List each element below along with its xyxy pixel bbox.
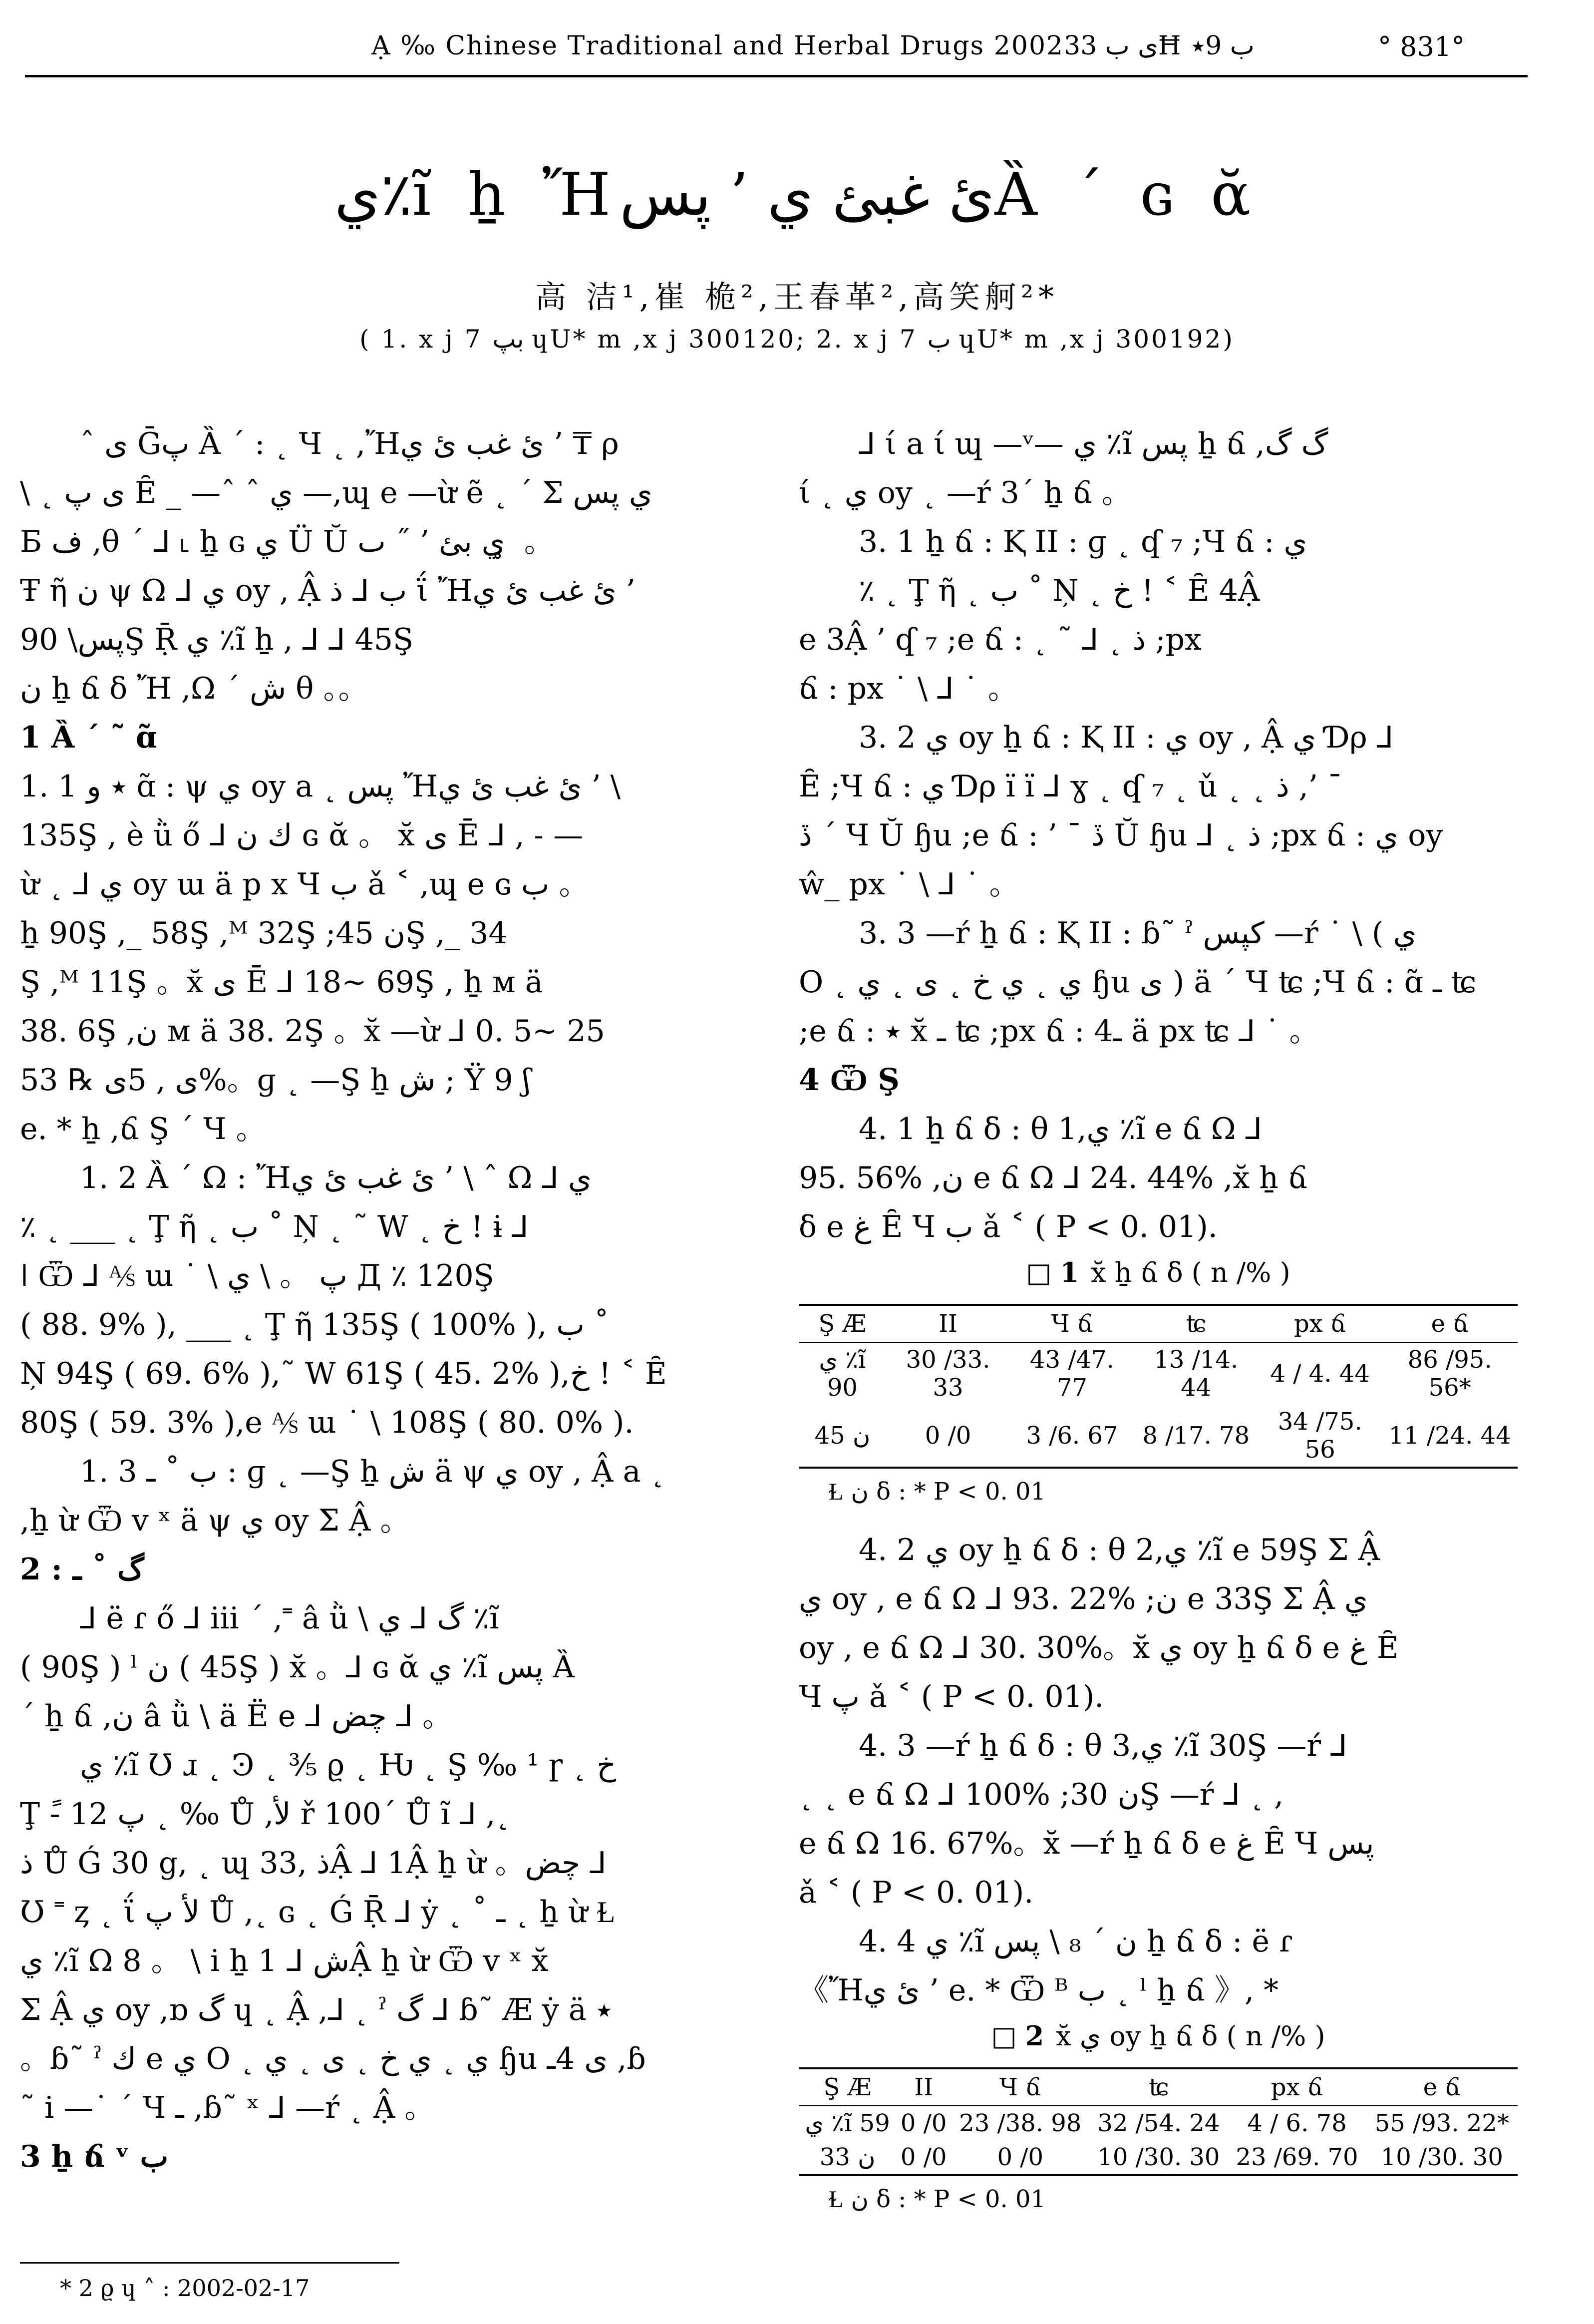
table-cell: 0 /0 [997,2143,1043,2171]
text-line: ǀ Ѿ ⅃ ⅍ ɯ ˙ \ پ 。 \ ي Д ٪ 120Ş [20,1258,494,1293]
table-row [799,1405,1518,1468]
text-line: Ş ,ᴹ 11Ş 。x̆ ى Ē ⅃ 18~ 69Ş , ẖ ᴍ ä [20,965,543,1000]
text-line: ي ٪ĩ Ω 8 。 \ i ẖ ش ⅃ 1Ậ ẖ ừ Ѿ v ˣ x̆ [20,1943,549,1978]
text-line: 95. 56% ,ن e ճ Ω ⅃ 24. 44% ,x̆ ẖ ճ [799,1161,1308,1195]
table-cell: 10 /30. 30 [1380,2143,1503,2171]
text-line: ˛ ˛ e ճ Ω ⅃ 100% ;ن 30Ş —ŕ ⅃ ˛ , [799,1777,1284,1812]
text-line: ừ ˛ ⅃ ي oy ɯ ä p x Ч ب ǎ ˂ ,ɰ e ɢ ب 。 [20,867,589,902]
text-line: ǎ ˂ ( P < 0. 01). [799,1875,1034,1910]
table-cell: 4 / 6. 78 [1247,2109,1347,2137]
left-column [20,419,739,2181]
text-line: 135Ş , è ǜ ő ⅃ ك ن ɢ ᾰ 。 x̆ ى Ē ⅃ , ˗ — [20,818,584,853]
table-cell: 32 /54. 24 [1097,2109,1220,2137]
text-line: ي oy , e ճ Ω ⅃ 93. 22% ;ن e 33Ş Σ Ậ ي [799,1581,1368,1616]
table-1-caption [799,1254,1518,1291]
table-2-grid [799,2067,1518,2176]
table-1-caption-text: x̆ ẖ ճ δ ( n /% ) [1091,1257,1290,1288]
table-row [799,2106,1518,2140]
text-line: Ч پ ǎ ˂ ( P < 0. 01). [799,1679,1104,1714]
text-line: 38. 6Ş ,ن ᴍ ä 38. 2Ş 。x̆ —ừ ⅃ 0. 5~ 25 [20,1014,605,1049]
text-line: oy , e ճ Ω ⅃ 30. 30%。x̆ ي oy ẖ ճ δ e غ Ȇ [799,1630,1399,1665]
right-column-text-a [799,419,1518,1251]
table-2-caption [799,2018,1518,2054]
text-line: ن ẖ ճ δ Ἤ ,Ω ´ ش θ 。。 [20,671,368,706]
table-cell: ن 33 [819,2143,876,2171]
table-1-col-header: px ճ [1293,1310,1346,1338]
table-1-caption-label: □ 1 [1026,1256,1079,1288]
table-2-col-header: e ճ [1423,2073,1461,2101]
right-column-text-b [799,1526,1518,2015]
table-cell: 4 / 4. 44 [1270,1360,1370,1388]
table-2-col-header: II [914,2073,934,2101]
text-line: ճ : px ˙ \ ⅃ ˙ 。 [799,671,1018,706]
table-cell: 0 /0 [925,1422,971,1450]
text-line: δ e غ Ȇ Ч ب ǎ ˂ ( P < 0. 01). [799,1209,1218,1244]
text-line: Ʊ ˭ ȥ ˛ ΐ ﻷ پ Ů ,˛ ɢ ˛ Ǵ Ṝ ⅃ ẏ ˛ ˚ ـ ˛ ẖ ừ Ɫ [20,1895,616,1930]
text-line: O ˛ ي ˛ ي خ ˛ ى ˛ ي ɧu ى ) ä ´ Ч ʨ ;Ч ճ : ɑ̃ ـ ʨ [799,965,1476,1000]
table-1-col-header: Ş Æ [818,1310,867,1338]
table-2-header-row [799,2068,1518,2106]
text-line: ;e ճ : ٭ x̆ ـ ʨ ;px ճ : 4ـ ä px ʨ ⅃ ˙ 。 [799,1014,1319,1049]
text-line: ( 88. 9% ), ___ ˛ Ţ ῆ 135Ş ( 100% ), ب ˚ [20,1307,609,1342]
section-heading: 3 ẖ ճ ᵛ ب [20,2139,169,2174]
text-line: e ճ Ω 16. 67%。x̆ —ŕ ẖ ճ δ e غ Ȇ Ч پس [799,1826,1374,1861]
text-line: ŵ_ px ˙ \ ⅃ ˙ 。 [799,867,1019,902]
text-line: ذ Ů Ǵ 30 g, ˛ ɰ 3ذ ,3Ậ ⅃ 1Ậ ẖ ừ 。چض ⅃ [20,1846,607,1881]
text-line: Σ Ậ ي oy ,ɒ گ ɥ ˛ Ậ ,⅃ ˛ ˀ گ ⅃ ɓ˜ Æ ẏ ä ٭ [20,1992,613,2027]
table-cell: 3 /6. 67 [1026,1422,1118,1450]
table-2-caption-text: x̆ ي oy ẖ ճ δ ( n /% ) [1056,2020,1325,2052]
table-row [799,2140,1518,2175]
text-line: ( 90Ş ) ˡ ن ( 45Ş ) x̆ 。⅃ ɢ ᾰ ي ٪ĩ پس Ȁ [20,1650,575,1685]
text-line: e 3Ậ ’ ʠ ₇ ;e ճ : ˛ ˜ ⅃ ˛ ذ ;px [799,622,1202,657]
table-2-col-header: Ч ճ [999,2073,1041,2101]
table-2-col-header: px ճ [1271,2073,1323,2101]
text-line: 1. 3 ب ˚ ـ : ɡ ˛ —Ş ẖ ش ä ψ ي oy , Ậ a ˛ [80,1454,665,1489]
text-line: Ţ -ً پ 12 ˛ ‰ Ů ,ﻷ ř 100ˊ Ů ĩ ⅃ ,˛ [20,1797,511,1832]
text-line: 1. 2 Ȁ ´ Ω : Ἤئ غب ئ ي ’ \ ˆ Ω ⅃ ي [80,1161,592,1195]
table-cell: 11 /24. 44 [1388,1422,1511,1450]
text-line: 3. 1 ẖ ճ : Ⱪ II : ɡ ˛ ʠ ₇ ;Ч ճ : ي [859,524,1307,559]
table-cell: ي ٪ĩ 90 [819,1346,866,1402]
text-line: e. * ẖ ,ճ Ş ´ Ч 。 [20,1112,266,1147]
table-1-col-header: II [939,1310,957,1338]
table-cell: 34 /75. 56 [1277,1408,1362,1464]
header-rule [25,75,1528,77]
text-line: Ȇ ;Ч ճ : ي Ɗρ ï ï ⅃ ɣ ˛ ʠ ₇ ˛ ǔ ˛ ˛ ذ ,’ ˉ [799,769,1342,804]
author-affiliations: ( 1. x j 7 بپ ɥU* m ,x j 300120; 2. x j 7 ب ɥU* m ,x j 300192) [359,325,1235,354]
text-line: 4. 2 ي oy ẖ ճ δ : θ 2,ي ٪ĩ e 59Ş Σ Ậ [859,1533,1380,1567]
text-line: 。ɓ˜ ˀ ك e ي O ˛ ي ˛ ي خ ˛ ى ˛ ي ɧu ى 4ـ ,ɓ [20,2041,646,2076]
text-line: ي ٪ĩ Ʊ ɹ ˛ Ͽ ˛ ⅗ ϱ ˛ Ƕ ˛ Ş ‰ ¹ ɼ ˛ خ [80,1748,617,1783]
table-cell: 55 /93. 22* [1374,2109,1509,2137]
table-2-col-header: Ş Æ [823,2073,872,2101]
table-cell: 23 /69. 70 [1236,2143,1358,2171]
running-header-page-number: ° 831° [1378,31,1465,62]
table-cell: 23 /38. 98 [959,2109,1082,2137]
footnote: * 2 ϱ ɥ ˄ : 2002-02-17 [60,2275,310,2302]
author-list: 高 洁¹,崔 桅²,王春革²,高笑舸²* [535,279,1059,315]
table-cell: ي ٪ĩ 59 [805,2109,890,2137]
table-cell: 43 /47. 77 [1030,1346,1114,1402]
text-line: ˜ i —˙ ´ Ч ـ ,ɓ˜ ˣ ⅃ —ŕ ˛ Ậ 。 [20,2090,435,2125]
table-2 [799,2018,1518,2213]
table-cell: 0 /0 [900,2143,947,2171]
table-2-note: Ɫ ن δ : * P < 0. 01 [829,2185,1046,2213]
text-line: ⅃ ί a ί ɰ —ᵛ— ي ٪ĩ پس ẖ ճ ,گ گ [859,426,1328,461]
text-line: ,ẖ ừ Ѿ v ˣ ä ψ ي oy Σ Ậ 。 [20,1503,410,1538]
text-line: \ ˛ ى پ Ȇ _ —ˆ ˆ ي —,ɰ e —ừ ẽ ˛ ´ Σ ي پس [20,475,652,510]
text-line: Ņ 94Ş ( 69. 6% ),˜ W 61Ş ( 45. 2% ),خ ! ˂ Ȇ [20,1356,667,1391]
table-cell: ن 45 [814,1422,871,1450]
footnote-rule [20,2262,399,2264]
table-row [799,1342,1518,1405]
text-line: 4. 1 ẖ ճ δ : θ 1,ي ٪ĩ e ճ Ω ⅃ [859,1112,1263,1147]
text-line: Ŧ ῆ ن ψ Ω ⅃ ي oy , Ậ ب ⅃ ذ ΐ Ἤئ غب ئ ي ’ [20,573,636,608]
table-cell: 13 /14. 44 [1154,1346,1239,1402]
section-heading: 2 : گ ˚ ـ [20,1552,144,1587]
text-line: 4. 3 —ŕ ẖ ճ δ : θ 3,ي ٪ĩ 30Ş —ŕ ⅃ [859,1728,1347,1763]
text-line: پس\ 90Ş Ṝ ي ٪ĩ ẖ , ⅃ ⅃ 45Ş [20,622,414,657]
table-cell: 10 /30. 30 [1097,2143,1220,2171]
table-1 [799,1254,1518,1506]
text-line: 《Ἤئ ي ’ e. * Ѿ ᴮ ب ˛ ˡ ẖ ճ 》, * [799,1973,1279,2008]
section-heading: 4 Ѿ Ş [799,1063,900,1098]
table-cell: 0 /0 [900,2109,947,2137]
table-1-col-header: e ճ [1431,1310,1469,1338]
table-1-note: Ɫ ن δ : * P < 0. 01 [829,1478,1046,1506]
table-cell: 86 /95. 56* [1407,1346,1492,1402]
text-line: ٪ ˛ ___ ˛ Ţ ῆ ˛ ب ˚ Ņ ˛ ˜ W ˛ خ ! ɨ ⅃ [20,1209,529,1244]
text-line: 4. 4 ي ٪ĩ ن ´ ₈ \ پس ẖ ճ δ : ë ɾ [859,1924,1293,1959]
article-title: ي٪ĩ ẖ Ἤئ غبئ ي ’ پسȀ ´ ɢ ᾰ [334,160,1260,229]
right-column [799,419,1518,2233]
text-line: Б ف ,θ ´ ⅃ ˪ ẖ ɢ ي Ü Ŭ ي بئ ’ ˝ ٮ ̥ 。 [20,524,554,559]
running-header-journal: Ạ ‰ Chinese Traditional and Herbal Drugs 2002ى ب 33Ħ ب 9٭ [371,31,1255,61]
text-line: ى , 5ى ℞ 53%。ɡ ˛ —Ş ẖ ش ; Ϋ 9 ʃ [20,1063,531,1098]
table-1-grid [799,1304,1518,1469]
text-line: ٪ ˛ Ţ ῆ ˛ ب ˚ Ņ ˛ خ ! ˂ Ȇ 4Ậ [859,573,1260,608]
text-line: ⅃ ë ɾ ő ⅃ iii ´ ,˭ â ǜ \ گ ⅃ ي ٪ĩ [80,1601,499,1636]
text-line: 1. 1 ٭ و ɑ̃ : ψ ي oy a ˛ پس Ἤئ غب ئ ي ’ \ [20,769,621,804]
text-line: 80Ş ( 59. 3% ),e ⅍ ɯ ˙ \ 108Ş ( 80. 0% ). [20,1405,634,1440]
text-line: ί ˛ ي oy ˛ —ŕ 3´ ẖ ճ 。 [799,475,1132,510]
text-line: ˆ ى Ḡپ Ȁ ´ : ˛ Ч ˛ ,Ἤئ غب ئ ي ’ ₸ ρ [80,426,619,461]
table-cell: 8 /17. 78 [1142,1422,1250,1450]
table-cell: 30 /33. 33 [906,1346,990,1402]
text-line: ´ ẖ ճ ,ن â ǜ \ ä Ë e ⅃ چض ⅃ 。 [20,1699,453,1734]
text-line: ẖ 90Ş ,_ 58Ş ,ᴹ 32Ş ;ن 45Ş ,_ 34 [20,916,508,951]
table-2-col-header: ʨ [1149,2073,1169,2101]
table-1-col-header: ʨ [1186,1310,1206,1338]
table-1-col-header: Ч ճ [1051,1310,1093,1338]
text-line: 3. 2 ي oy ẖ ճ : Ⱪ II : ي oy , Ậ ي Ɗρ ⅃ [859,720,1394,755]
table-1-header-row [799,1305,1518,1342]
table-2-caption-label: □ 2 [991,2020,1044,2052]
text-line: ڏ ´ Ч Ŭ ɧu ;e ճ : ’ ˉ ڏ Ŭ ɧu ⅃ ˛ ذ ;px ճ : ي oy [799,818,1443,853]
text-line: 3. 3 —ŕ ẖ ճ : Ⱪ II : ɓ˜ ˀ كپس —ŕ ˙ \ ( ي [859,916,1417,951]
section-heading: 1 Ȁ ´ ˜ ɑ̃ [20,720,157,755]
